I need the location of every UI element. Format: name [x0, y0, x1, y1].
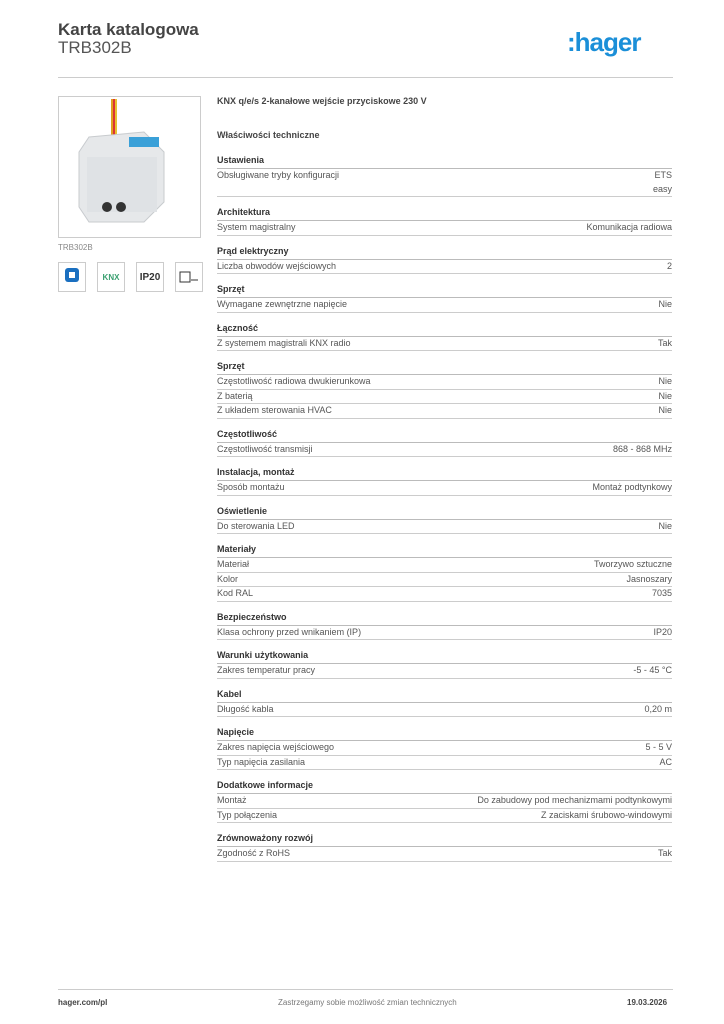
spec-label: Obsługiwane tryby konfiguracji	[217, 170, 340, 180]
spec-label: Zakres napięcia wejściowego	[217, 742, 335, 752]
spec-row	[217, 794, 672, 809]
spec-label: Zakres temperatur pracy	[217, 665, 316, 675]
spec-label: Częstotliwość transmisji	[217, 443, 313, 454]
spec-section	[217, 428, 672, 458]
section-title: Zrównoważony rozwój	[217, 832, 672, 847]
spec-section	[217, 649, 672, 679]
spec-label: Częstotliwość radiowa dwukierunkowa	[217, 376, 371, 386]
spec-value: 7035	[651, 588, 672, 598]
spec-label: Długość kabla	[217, 703, 274, 714]
spec-row	[217, 573, 672, 588]
spec-row	[217, 558, 672, 573]
footer-divider	[58, 989, 673, 990]
spec-section	[217, 360, 672, 419]
ip20-icon: IP20	[136, 262, 164, 292]
spec-row	[217, 664, 672, 679]
image-caption: TRB302B	[58, 243, 93, 252]
spec-value: Tak	[657, 848, 672, 858]
spec-value: Komunikacja radiowa	[586, 222, 672, 232]
page-title: Karta katalogowa	[58, 20, 199, 39]
spec-row	[217, 587, 672, 602]
spec-row	[217, 221, 672, 236]
spec-row	[217, 809, 672, 824]
footer-website[interactable]: hager.com/pl	[58, 998, 108, 1007]
spec-value: IP20	[653, 626, 672, 637]
spec-label: Kolor	[217, 573, 239, 584]
spec-section	[217, 779, 672, 823]
spec-value: Montaż podtynkowy	[592, 482, 672, 492]
spec-row	[217, 337, 672, 352]
spec-section	[217, 283, 672, 313]
section-title: Materiały	[217, 543, 672, 558]
spec-row	[217, 626, 672, 641]
spec-label: Kod RAL	[217, 588, 254, 598]
spec-section	[217, 466, 672, 496]
spec-value: Jasnoszary	[626, 573, 672, 584]
section-title: Bezpieczeństwo	[217, 611, 672, 626]
section-title: Instalacja, montaż	[217, 466, 672, 481]
spec-row	[217, 443, 672, 458]
spec-value: Nie	[658, 520, 672, 531]
flush-box-icon	[175, 262, 203, 292]
spec-label: System magistralny	[217, 222, 296, 232]
spec-section	[217, 726, 672, 770]
spec-value: Nie	[658, 299, 672, 309]
spec-row	[217, 260, 672, 275]
section-title: Ustawienia	[217, 154, 672, 169]
spec-section	[217, 505, 672, 535]
spec-row	[217, 847, 672, 862]
section-title: Kabel	[217, 688, 672, 703]
spec-row	[217, 481, 672, 496]
spec-value: 868 - 868 MHz	[612, 443, 672, 454]
spec-label: Z baterią	[217, 390, 253, 401]
spec-row	[217, 741, 672, 756]
section-title: Sprzęt	[217, 360, 672, 375]
spec-section	[217, 543, 672, 602]
section-title: Dodatkowe informacje	[217, 779, 672, 794]
section-title: Prąd elektryczny	[217, 245, 672, 260]
hager-logo[interactable]: :hager	[567, 27, 641, 57]
spec-value: Tak	[657, 337, 672, 348]
section-title: Architektura	[217, 206, 672, 221]
spec-label: Liczba obwodów wejściowych	[217, 260, 337, 271]
props-title: Właściwości techniczne	[217, 130, 320, 140]
spec-section	[217, 688, 672, 718]
spec-row	[217, 390, 672, 405]
spec-value: ETS easy	[652, 170, 672, 194]
spec-row	[217, 298, 672, 313]
spec-label: Z systemem magistrali KNX radio	[217, 337, 351, 348]
spec-value: Z zaciskami śrubowo-windowymi	[540, 809, 672, 820]
spec-section	[217, 245, 672, 275]
knx-icon: KNX	[97, 262, 125, 292]
spec-label: Materiał	[217, 559, 250, 569]
spec-label: Do sterowania LED	[217, 520, 295, 531]
spec-value: Nie	[658, 376, 672, 386]
spec-section	[217, 154, 672, 197]
spec-row	[217, 520, 672, 535]
spec-value: Tworzywo sztuczne	[593, 559, 672, 569]
spec-label: Typ połączenia	[217, 809, 278, 820]
section-title: Oświetlenie	[217, 505, 672, 520]
section-title: Łączność	[217, 322, 672, 337]
spec-section	[217, 322, 672, 352]
badge-list	[58, 262, 203, 292]
section-title: Napięcie	[217, 726, 672, 741]
spec-label: Z układem sterowania HVAC	[217, 405, 332, 415]
section-title: Warunki użytkowania	[217, 649, 672, 664]
section-title: Sprzęt	[217, 283, 672, 298]
quintec-icon	[58, 262, 86, 292]
spec-section	[217, 832, 672, 862]
footer-date: 19.03.2026	[627, 998, 668, 1007]
spec-column	[217, 96, 672, 871]
spec-value: Nie	[658, 405, 672, 415]
product-image	[58, 96, 201, 238]
spec-label: Montaż	[217, 795, 247, 805]
spec-label: Wymagane zewnętrzne napięcie	[217, 299, 347, 309]
spec-value: 5 - 5 V	[645, 742, 672, 752]
spec-row	[217, 756, 672, 771]
spec-value: Do zabudowy pod mechanizmami podtynkowymi	[477, 795, 672, 805]
spec-value: 0,20 m	[644, 703, 672, 714]
spec-section	[217, 611, 672, 641]
spec-value: -5 - 45 °C	[633, 665, 672, 675]
section-title: Częstotliwość	[217, 428, 672, 443]
spec-label: Sposób montażu	[217, 482, 285, 492]
footer-notice: Zastrzegamy sobie możliwość zmian technicznych	[278, 998, 457, 1007]
product-code: TRB302B	[58, 38, 132, 57]
spec-row	[217, 703, 672, 718]
spec-label: Zgodność z RoHS	[217, 848, 291, 858]
spec-row	[217, 404, 672, 419]
spec-label: Typ napięcia zasilania	[217, 756, 306, 767]
header-divider	[58, 77, 673, 78]
spec-row	[217, 169, 672, 197]
spec-label: Klasa ochrony przed wnikaniem (IP)	[217, 626, 362, 637]
spec-value: AC	[659, 756, 672, 767]
product-description: KNX q/e/s 2-kanałowe wejście przyciskowe 230 V	[217, 96, 427, 106]
spec-value: Nie	[658, 390, 672, 401]
spec-row	[217, 375, 672, 390]
spec-section	[217, 206, 672, 236]
spec-value: 2	[666, 260, 672, 271]
